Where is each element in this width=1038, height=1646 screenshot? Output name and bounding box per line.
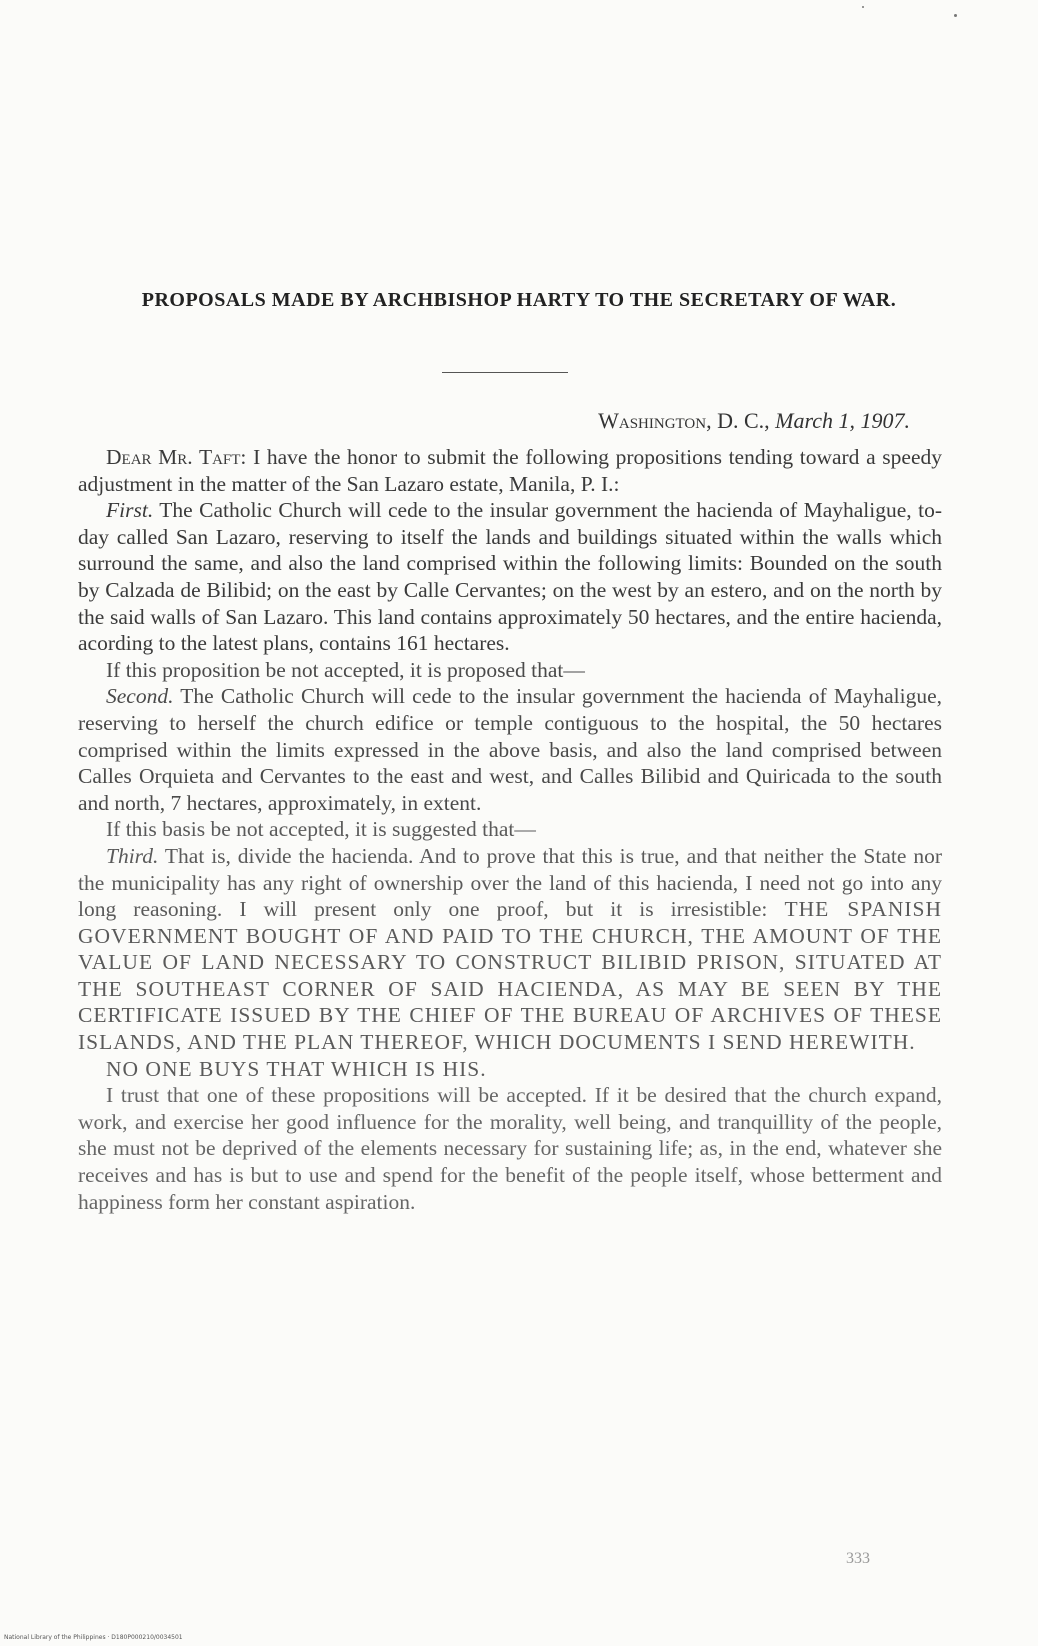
- first-text: The Catholic Church will cede to the insular government the hacienda of Mayhaligue, to-day called San Lazaro, reserving to itself the lands and buildings situated within the walls which surround the same, and also the land comprised within the following limits: Bounded on the south by Calzada de Bilibid; on the east by Calle Cervantes; on the west by an estero, and on the north by the said walls of San Lazaro. This land contains approximately 50 hectares, and the entire hacienda, acording to the latest plans, contains 161 hectares.: [78, 498, 942, 656]
- third-text: That is, divide the hacienda. And to prove that this is true, and that neither the State nor the municipality has any right of ownership over the land of this hacienda, I need not go into any long reasoning. I will present only one proof, but it is irresistible:: [78, 843, 942, 922]
- transition-2: If this basis be not accepted, it is suggested that—: [106, 817, 536, 842]
- caps-line: NO ONE BUYS THAT WHICH IS HIS.: [106, 1056, 487, 1081]
- scan-speck: [954, 14, 957, 17]
- third-label: Third.: [106, 843, 159, 868]
- salutation: Dear Mr. Taft:: [106, 445, 247, 469]
- document-title: PROPOSALS MADE BY ARCHBISHOP HARTY TO THE SECRETARY OF WAR.: [141, 289, 897, 311]
- first-proposition: [78, 497, 942, 657]
- transition-1: If this proposition be not accepted, it is proposed that—: [106, 657, 585, 682]
- first-label: First.: [106, 498, 154, 523]
- second-proposition: [78, 683, 942, 816]
- intro-paragraph: [78, 444, 942, 497]
- intro-text: I have the honor to submit the following propositions tending toward a speedy adjustment in the matter of the San Lazaro estate, Manila, P. I.:: [78, 445, 942, 496]
- title-divider: [442, 372, 568, 373]
- third-proposition: [78, 843, 942, 1056]
- dateline-date: March 1, 1907.: [775, 408, 910, 433]
- scan-speck: [862, 6, 864, 8]
- page-number: 333: [846, 1550, 870, 1567]
- second-text: The Catholic Church will cede to the insular government the hacienda of Mayhaligue, reserving to herself the church edifice or temple contiguous to the hospital, the 50 hectares comprised within the limits expressed in the above basis, and also the land comprised between Calles Orquieta and Cervantes to the east and west, and Calles Bilibid and Quiricada to the south and north, 7 hectares, approximately, in extent.: [78, 684, 942, 815]
- letter-body: [78, 444, 942, 1215]
- third-caps-text: THE SPANISH GOVERNMENT BOUGHT OF AND PAID TO THE CHURCH, THE AMOUNT OF THE VALUE OF LAND NECESSARY TO CONSTRUCT BILIBID PRISON, SITUATED AT THE SOUTHEAST CORNER OF SAID HACIENDA, AS MAY BE SEEN BY THE CERTIFICATE ISSUED BY THE CHIEF OF THE BUREAU OF ARCHIVES OF THESE ISLANDS, AND THE PLAN THEREOF, WHICH DOCUMENTS I SEND HEREWITH.: [78, 897, 943, 1055]
- closing-paragraph: I trust that one of these propositions will be accepted. If it be desired that the church expand, work, and exercise her good influence for the morality, well being, and tranquillity of the people, she must not be deprived of the elements necessary for sustaining life; as, in the end, whatever she receives and has is but to use and spend for the benefit of the people itself, whose betterment and happiness form her constant aspiration.: [78, 1083, 942, 1214]
- scan-footer: National Library of the Philippines · D180P000210/0034501: [4, 1634, 183, 1641]
- dateline: [598, 408, 910, 434]
- dateline-place: Washington, D. C.,: [598, 408, 770, 433]
- second-label: Second.: [106, 684, 174, 709]
